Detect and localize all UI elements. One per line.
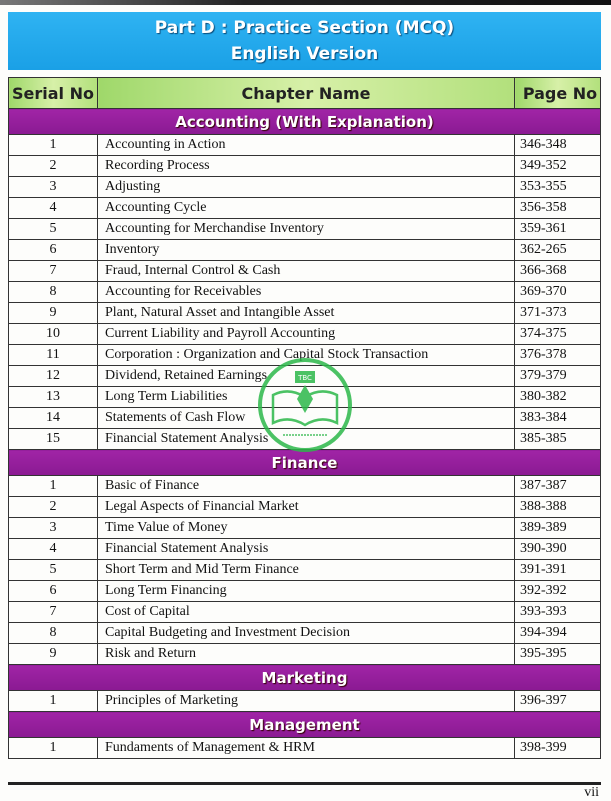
chapter-cell: Fundaments of Management & HRM: [98, 738, 515, 759]
chapter-cell: Accounting for Merchandise Inventory: [98, 219, 515, 240]
chapter-cell: Accounting for Receivables: [98, 282, 515, 303]
chapter-cell: Inventory: [98, 240, 515, 261]
serial-cell: 5: [9, 560, 98, 581]
section-title: Finance: [9, 450, 601, 476]
page-cell: 371-373: [515, 303, 601, 324]
section-row: [9, 712, 601, 738]
page-cell: 396-397: [515, 691, 601, 712]
page-cell: 380-382: [515, 387, 601, 408]
header-page: Page No: [515, 78, 601, 109]
table-row: [9, 691, 601, 712]
chapter-cell: Fraud, Internal Control & Cash: [98, 261, 515, 282]
page-cell: 390-390: [515, 539, 601, 560]
page-cell: 393-393: [515, 602, 601, 623]
page-cell: 356-358: [515, 198, 601, 219]
serial-cell: 11: [9, 345, 98, 366]
page-cell: 387-387: [515, 476, 601, 497]
page-cell: 353-355: [515, 177, 601, 198]
serial-cell: 8: [9, 282, 98, 303]
page-cell: 383-384: [515, 408, 601, 429]
chapter-cell: Accounting in Action: [98, 135, 515, 156]
chapter-cell: Legal Aspects of Financial Market: [98, 497, 515, 518]
page-cell: 394-394: [515, 623, 601, 644]
serial-cell: 5: [9, 219, 98, 240]
chapter-cell: Long Term Financing: [98, 581, 515, 602]
serial-cell: 2: [9, 156, 98, 177]
table-row: [9, 539, 601, 560]
page-cell: 369-370: [515, 282, 601, 303]
table-row: [9, 240, 601, 261]
serial-cell: 15: [9, 429, 98, 450]
chapter-cell: Time Value of Money: [98, 518, 515, 539]
chapter-cell: Long Term Liabilities: [98, 387, 515, 408]
table-row: [9, 177, 601, 198]
page-cell: 362-265: [515, 240, 601, 261]
page-cell: 374-375: [515, 324, 601, 345]
serial-cell: 2: [9, 497, 98, 518]
serial-cell: 1: [9, 476, 98, 497]
chapter-cell: Recording Process: [98, 156, 515, 177]
chapter-cell: Principles of Marketing: [98, 691, 515, 712]
chapter-cell: Basic of Finance: [98, 476, 515, 497]
serial-cell: 9: [9, 644, 98, 665]
page-cell: 389-389: [515, 518, 601, 539]
serial-cell: 14: [9, 408, 98, 429]
serial-cell: 3: [9, 177, 98, 198]
table-row: [9, 581, 601, 602]
table-row: [9, 135, 601, 156]
chapter-cell: Capital Budgeting and Investment Decision: [98, 623, 515, 644]
page-cell: 388-388: [515, 497, 601, 518]
serial-cell: 1: [9, 135, 98, 156]
serial-cell: 10: [9, 324, 98, 345]
page-cell: 391-391: [515, 560, 601, 581]
header-serial: Serial No: [9, 78, 98, 109]
table-row: [9, 156, 601, 177]
top-rule: [0, 0, 611, 5]
serial-cell: 7: [9, 602, 98, 623]
serial-cell: 9: [9, 303, 98, 324]
section-title: Management: [9, 712, 601, 738]
banner-subtitle: English Version: [230, 44, 379, 64]
table-row: [9, 261, 601, 282]
page-cell: 379-379: [515, 366, 601, 387]
header-chapter: Chapter Name: [98, 78, 515, 109]
page-cell: 392-392: [515, 581, 601, 602]
table-row: [9, 324, 601, 345]
page-cell: 366-368: [515, 261, 601, 282]
page-cell: 398-399: [515, 738, 601, 759]
section-banner: [8, 12, 601, 70]
section-row: [9, 665, 601, 691]
serial-cell: 1: [9, 691, 98, 712]
banner-title: Part D : Practice Section (MCQ): [154, 18, 455, 38]
page-cell: 349-352: [515, 156, 601, 177]
serial-cell: 3: [9, 518, 98, 539]
chapter-cell: Financial Statement Analysis: [98, 539, 515, 560]
page-number: vii: [584, 785, 599, 800]
chapter-cell: Statements of Cash Flow: [98, 408, 515, 429]
chapter-cell: Adjusting: [98, 177, 515, 198]
serial-cell: 8: [9, 623, 98, 644]
table-row: [9, 602, 601, 623]
table-row: [9, 303, 601, 324]
serial-cell: 12: [9, 366, 98, 387]
table-row: [9, 282, 601, 303]
chapter-cell: Dividend, Retained Earnings: [98, 366, 515, 387]
page-cell: 395-395: [515, 644, 601, 665]
section-title: Accounting (With Explanation): [9, 109, 601, 135]
table-row: [9, 198, 601, 219]
page-cell: 376-378: [515, 345, 601, 366]
page-cell: 346-348: [515, 135, 601, 156]
publisher-watermark-logo: [255, 355, 355, 455]
table-row: [9, 560, 601, 581]
table-row: [9, 518, 601, 539]
table-row: [9, 644, 601, 665]
section-row: [9, 109, 601, 135]
bottom-rule: [8, 782, 601, 785]
table-row: [9, 623, 601, 644]
page-cell: 359-361: [515, 219, 601, 240]
table-row: [9, 219, 601, 240]
serial-cell: 6: [9, 581, 98, 602]
table-row: [9, 738, 601, 759]
chapter-cell: Risk and Return: [98, 644, 515, 665]
section-title: Marketing: [9, 665, 601, 691]
chapter-cell: Accounting Cycle: [98, 198, 515, 219]
chapter-cell: Financial Statement Analysis: [98, 429, 515, 450]
chapter-cell: Cost of Capital: [98, 602, 515, 623]
chapter-cell: Current Liability and Payroll Accounting: [98, 324, 515, 345]
serial-cell: 7: [9, 261, 98, 282]
table-row: [9, 476, 601, 497]
chapter-cell: Corporation : Organization and Capital Stock Transaction: [98, 345, 515, 366]
chapter-cell: Plant, Natural Asset and Intangible Asset: [98, 303, 515, 324]
page-cell: 385-385: [515, 429, 601, 450]
svg-text:TBC: TBC: [298, 374, 312, 382]
serial-cell: 1: [9, 738, 98, 759]
chapter-cell: Short Term and Mid Term Finance: [98, 560, 515, 581]
serial-cell: 4: [9, 198, 98, 219]
table-row: [9, 497, 601, 518]
serial-cell: 6: [9, 240, 98, 261]
serial-cell: 13: [9, 387, 98, 408]
serial-cell: 4: [9, 539, 98, 560]
